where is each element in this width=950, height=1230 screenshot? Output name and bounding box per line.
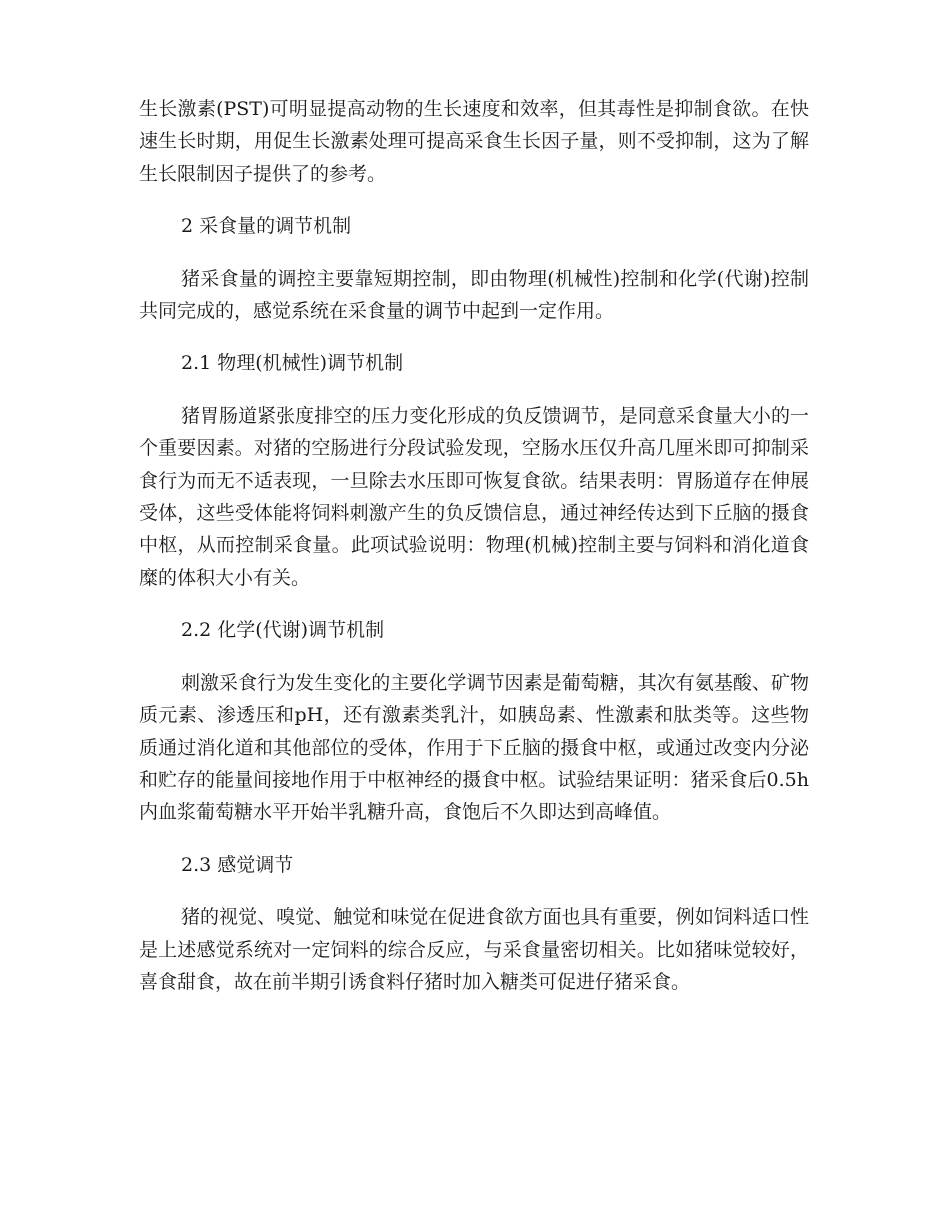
document-body <box>139 93 809 1018</box>
paragraph-physical-regulation: 猪胃肠道紧张度排空的压力变化形成的负反馈调节，是同意采食量大小的一个重要因素。对猪的空肠进行分段试验发现，空肠水压仅升高几厘米即可抑制采食行为而无不适表现，一旦除去水压即可恢复食欲。结果表明：胃肠道存在伸展受体，这些受体能将饲料刺激产生的负反馈信息，通过神经传达到下丘脑的摄食中枢，从而控制采食量。此项试验说明：物理(机械)控制主要与饲料和消化道食糜的体积大小有关。 <box>139 404 809 589</box>
section-heading-2-3: 2.3 感觉调节 <box>181 853 294 876</box>
paragraph-chemical-regulation: 刺激采食行为发生变化的主要化学调节因素是葡萄糖，其次有氨基酸、矿物质元素、渗透压和pH，还有激素类乳汁，如胰岛素、性激素和肽类等。这些物质通过消化道和其他部位的受体，作用于下丘脑的摄食中枢，或通过改变内分泌和贮存的能量间接地作用于中枢神经的摄食中枢。试验结果证明：猪采食后0.5h内血浆葡萄糖水平开始半乳糖升高，食饱后不久即达到高峰值。 <box>139 671 809 824</box>
paragraph-sensory-regulation: 猪的视觉、嗅觉、触觉和味觉在促进食欲方面也具有重要，例如饲料适口性是上述感觉系统对一定饲料的综合反应，与采食量密切相关。比如猪味觉较好，喜食甜食，故在前半期引诱食料仔猪时加入糖类可促进仔猪采食。 <box>139 906 809 993</box>
section-heading-2-1: 2.1 物理(机械性)调节机制 <box>181 352 404 375</box>
paragraph-regulation-overview: 猪采食量的调控主要靠短期控制，即由物理(机械性)控制和化学(代谢)控制共同完成的，感觉系统在采食量的调节中起到一定作用。 <box>139 267 809 323</box>
section-heading-2: 2 采食量的调节机制 <box>181 215 352 238</box>
paragraph-pst-intro: 生长激素(PST)可明显提高动物的生长速度和效率，但其毒性是抑制食欲。在快速生长时期，用促生长激素处理可提高采食生长因子量，则不受抑制，这为了解生长限制因子提供了的参考。 <box>139 98 809 185</box>
section-heading-2-2: 2.2 化学(代谢)调节机制 <box>181 619 385 642</box>
